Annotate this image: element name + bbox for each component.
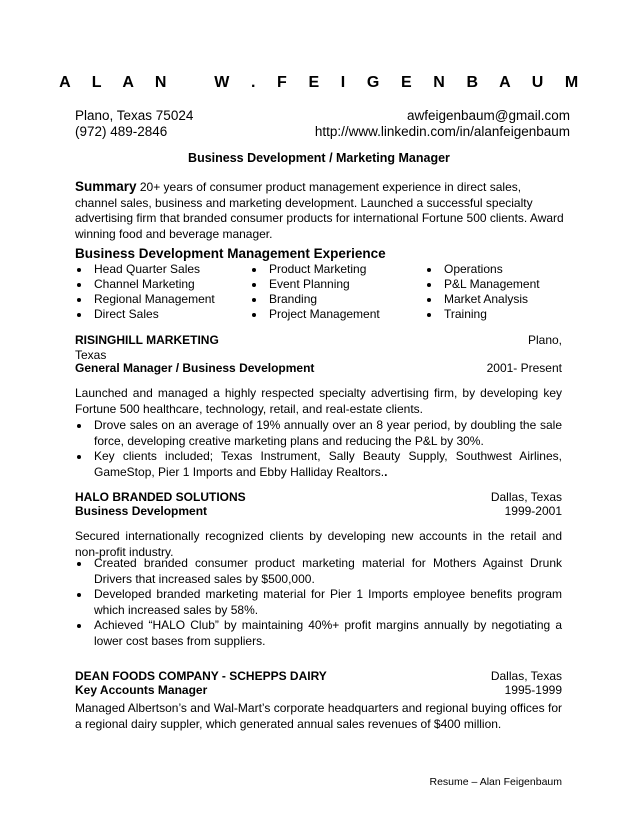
skill-item: Operations bbox=[425, 262, 595, 277]
phone: (972) 489-2846 bbox=[75, 124, 168, 139]
linkedin-url: http://www.linkedin.com/in/alanfeigenbaum bbox=[314, 124, 570, 139]
summary-text: 20+ years of consumer product management experience in direct sales, channel sales, business and marketing development. Launched a successful specialty advertising firm that branded consumer products for international Fortune 500 clients. Award winning food and beverage manager. bbox=[75, 180, 564, 241]
skill-item: Training bbox=[425, 307, 595, 322]
skill-item: Market Analysis bbox=[425, 292, 595, 307]
skill-item: Channel Marketing bbox=[75, 277, 245, 292]
job-intro: Managed Albertson’s and Wal-Mart’s corporate headquarters and regional buying offices for a regional dairy suppler, which generated annual sales revenues of $400 million. bbox=[75, 701, 562, 731]
page-footer: Resume – Alan Feigenbaum bbox=[429, 776, 562, 788]
job-bullet bbox=[75, 449, 562, 480]
job-intro: Launched and managed a highly respected specialty advertising firm, by developing key Fortune 500 healthcare, technology, retail, and real-estate clients. bbox=[75, 386, 562, 416]
job-title: Business Development bbox=[75, 504, 208, 518]
job-bullet: Drove sales on an average of 19% annually over an 8 year period, by doubling the sale force, developing creative marketing plans and reducing the P&L by 30%. bbox=[75, 418, 562, 449]
skill-item: Product Marketing bbox=[250, 262, 420, 277]
job-company: DEAN FOODS COMPANY - SCHEPPS DAIRY bbox=[75, 669, 327, 683]
summary-label: Summary bbox=[75, 179, 137, 194]
resume-name: A L A N W . F E I G E N B A U M bbox=[59, 74, 587, 91]
headline: Business Development / Marketing Manager bbox=[188, 151, 450, 165]
job-location: Dallas, Texas bbox=[490, 669, 562, 683]
skill-item: Direct Sales bbox=[75, 307, 245, 322]
job-location: Dallas, Texas bbox=[490, 490, 562, 504]
job-dates: 1999-2001 bbox=[504, 504, 562, 518]
skills-column-1 bbox=[75, 262, 245, 322]
skill-item: Branding bbox=[250, 292, 420, 307]
skill-item: Head Quarter Sales bbox=[75, 262, 245, 277]
job-bullet: Developed branded marketing material for Pier 1 Imports employee benefits program which increased sales by 58%. bbox=[75, 587, 562, 618]
bullet-end-punctuation: . bbox=[384, 464, 388, 479]
job-dates: 2001- Present bbox=[486, 361, 562, 375]
skills-column-3 bbox=[425, 262, 595, 322]
skill-item: Event Planning bbox=[250, 277, 420, 292]
skill-item: Project Management bbox=[250, 307, 420, 322]
job-bullets bbox=[75, 556, 562, 649]
job-bullet: Achieved “HALO Club” by maintaining 40%+ profit margins annually by negotiating a lower cost bases from suppliers. bbox=[75, 618, 562, 649]
job-bullet-text: Key clients included; Texas Instrument, Sally Beauty Supply, Southwest Airlines, GameStop, Pier 1 Imports and Ebby Halliday Realtors. bbox=[94, 449, 562, 479]
skill-item: Regional Management bbox=[75, 292, 245, 307]
job-location: Plano, bbox=[527, 333, 562, 347]
job-dates: 1995-1999 bbox=[504, 683, 562, 697]
job-intro: Secured internationally recognized clients by developing new accounts in the retail and non-profit industry. bbox=[75, 529, 562, 559]
job-bullet: Created branded consumer product marketing material for Mothers Against Drunk Drivers that increased sales by $500,000. bbox=[75, 556, 562, 587]
skill-item: P&L Management bbox=[425, 277, 595, 292]
job-title: Key Accounts Manager bbox=[75, 683, 208, 697]
skills-heading: Business Development Management Experience bbox=[75, 246, 386, 261]
skills-column-2 bbox=[250, 262, 420, 322]
email: awfeigenbaum@gmail.com bbox=[406, 108, 570, 123]
address: Plano, Texas 75024 bbox=[75, 108, 194, 123]
job-company: RISINGHILL MARKETING bbox=[75, 333, 219, 347]
summary-paragraph bbox=[75, 179, 565, 242]
job-location-continued: Texas bbox=[75, 348, 107, 362]
job-title: General Manager / Business Development bbox=[75, 361, 315, 375]
job-company: HALO BRANDED SOLUTIONS bbox=[75, 490, 246, 504]
job-bullets bbox=[75, 418, 562, 480]
